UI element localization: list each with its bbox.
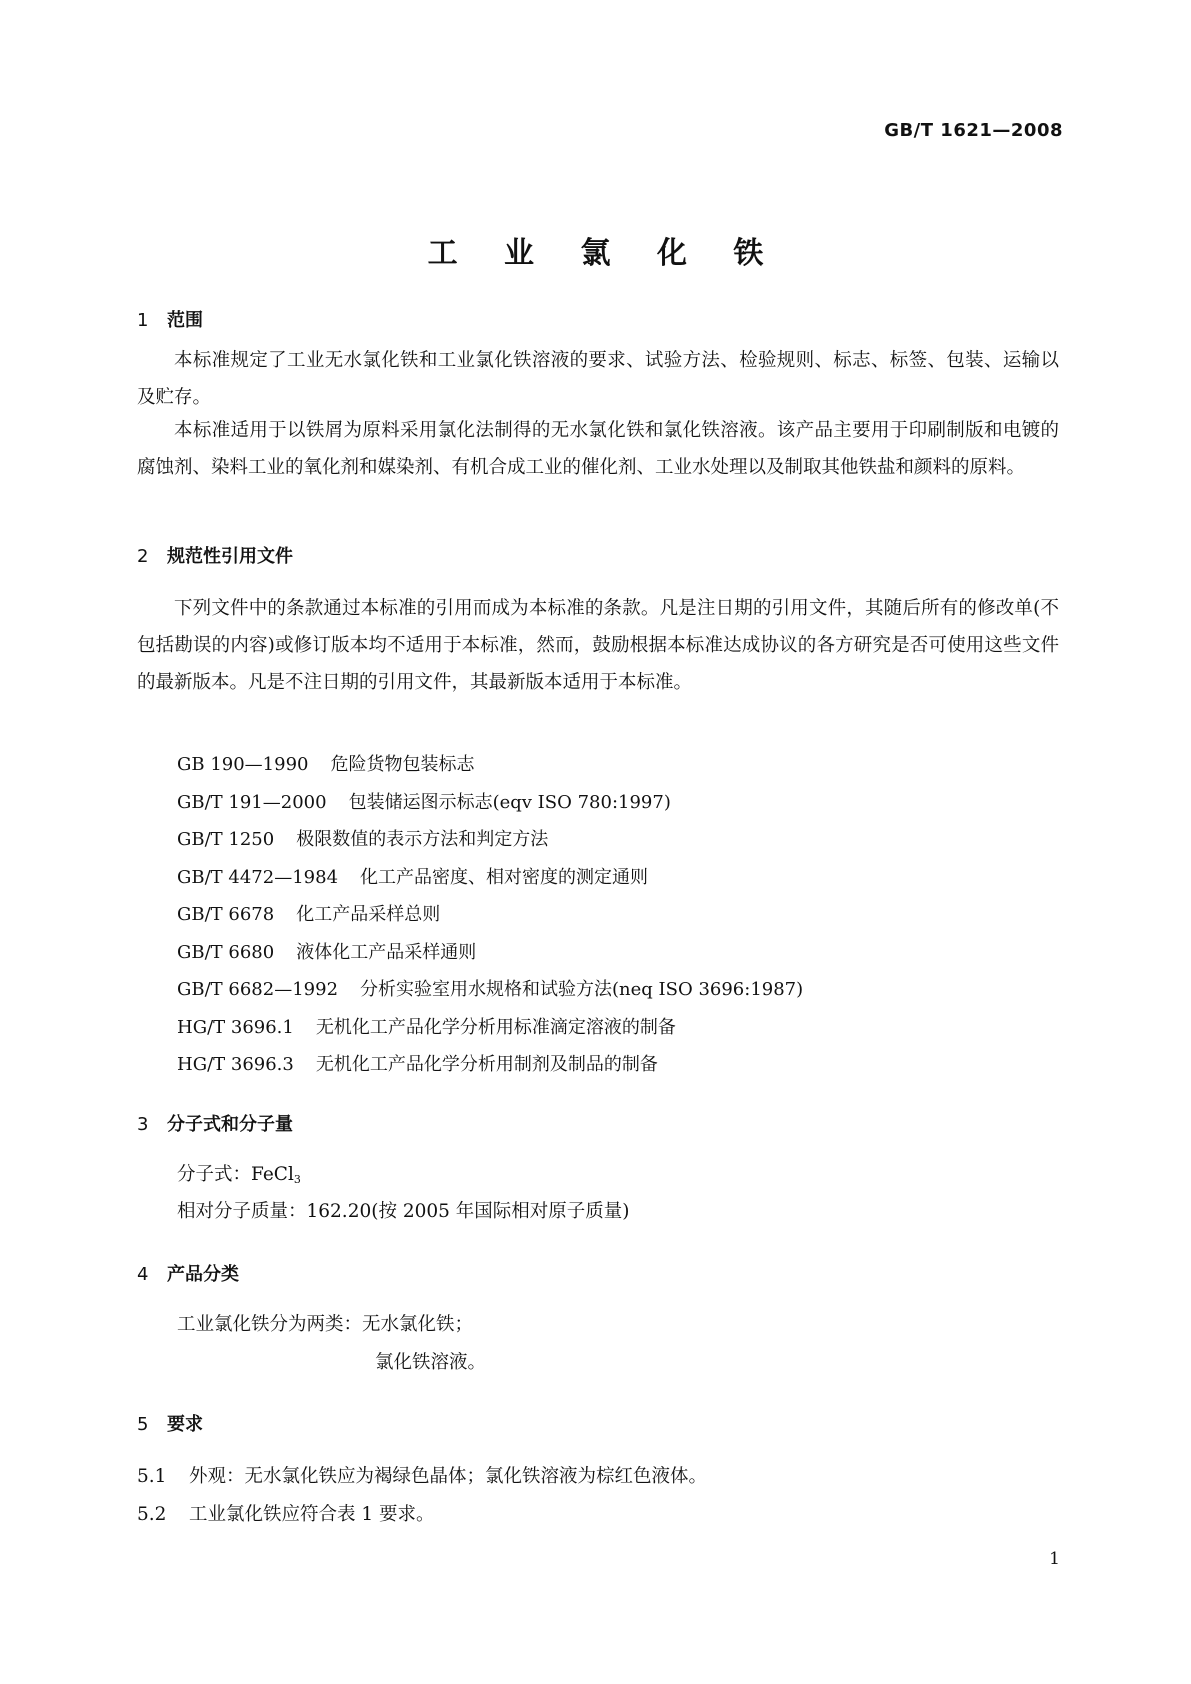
reference-code: GB/T 6680 (177, 941, 275, 963)
section-number: 2 (137, 546, 149, 567)
formula-main: FeCl (251, 1164, 294, 1185)
reference-title: 分析实验室用水规格和试验方法(neq ISO 3696:1987) (360, 979, 804, 1000)
reference-item (177, 1046, 803, 1084)
classification-line-1: 工业氯化铁分为两类：无水氯化铁； (177, 1314, 474, 1335)
section-title: 产品分类 (167, 1264, 239, 1285)
reference-title: 包装储运图示标志(eqv ISO 780:1997) (348, 791, 671, 813)
references-intro-paragraph: 下列文件中的条款通过本标准的引用而成为本标准的条款。凡是注日期的引用文件，其随后所有的修改单(不包括勘误的内容)或修订版本均不适用于本标准，然而，鼓励根据本标准达成协议的各方研究是否可使用这些文件的最新版本。凡是不注日期的引用文件，其最新版本适用于本标准。 (137, 598, 1059, 693)
reference-item (177, 746, 803, 784)
reference-code: GB/T 191—2000 (177, 791, 327, 813)
molecular-formula (177, 1160, 301, 1186)
clause-text: 外观：无水氯化铁应为褐绿色晶体；氯化铁溶液为棕红色液体。 (189, 1466, 708, 1487)
page-number: 1 (1049, 1549, 1060, 1569)
document-title: 工 业 氯 化 铁 (427, 236, 782, 271)
reference-item (177, 821, 803, 859)
section-title: 规范性引用文件 (167, 546, 293, 567)
section-heading-classification (137, 1260, 239, 1286)
reference-item (177, 934, 803, 972)
reference-code: GB/T 1250 (177, 829, 275, 850)
reference-code: HG/T 3696.3 (177, 1054, 294, 1075)
reference-title: 液体化工产品采样通则 (296, 941, 477, 963)
reference-title: 化工产品采样总则 (296, 904, 441, 925)
section-title: 要求 (167, 1414, 203, 1435)
reference-code: GB/T 6682—1992 (177, 979, 339, 1000)
clause-5-1 (137, 1462, 707, 1488)
reference-item (177, 859, 803, 897)
reference-list (177, 746, 803, 1084)
section-number: 5 (137, 1414, 149, 1435)
reference-code: HG/T 3696.1 (177, 1016, 294, 1038)
section-heading-requirements (137, 1410, 203, 1436)
reference-item (177, 1009, 803, 1047)
section-number: 3 (137, 1114, 149, 1135)
reference-title: 极限数值的表示方法和判定方法 (296, 829, 549, 850)
formula-label: 分子式： (177, 1164, 252, 1185)
section-title: 范围 (167, 310, 203, 331)
reference-code: GB 190—1990 (177, 754, 309, 775)
clause-5-2 (137, 1500, 435, 1526)
clause-number: 5.1 (137, 1466, 167, 1487)
reference-item (177, 784, 803, 822)
clause-number: 5.2 (137, 1504, 167, 1525)
reference-title: 化工产品密度、相对密度的测定通则 (360, 866, 649, 888)
reference-code: GB/T 6678 (177, 904, 275, 925)
scope-paragraph-1: 本标准规定了工业无水氯化铁和工业氯化铁溶液的要求、试验方法、检验规则、标志、标签、包装、运输以及贮存。 (137, 350, 1059, 408)
section-heading-normative-references (137, 542, 293, 568)
clause-text: 工业氯化铁应符合表 1 要求。 (189, 1504, 435, 1525)
reference-title: 危险货物包装标志 (330, 754, 475, 775)
section-heading-formula (137, 1110, 293, 1136)
reference-code: GB/T 4472—1984 (177, 866, 339, 888)
molar-mass: 相对分子质量：162.20(按 2005 年国际相对原子质量) (177, 1201, 630, 1222)
scope-paragraph-2: 本标准适用于以铁屑为原料采用氯化法制得的无水氯化铁和氯化铁溶液。该产品主要用于印刷制版和电镀的腐蚀剂、染料工业的氧化剂和媒染剂、有机合成工业的催化剂、工业水处理以及制取其他铁盐和颜料的原料。 (137, 420, 1059, 478)
classification-line-2: 氯化铁溶液。 (375, 1352, 487, 1373)
standard-number: GB/T 1621—2008 (884, 120, 1063, 141)
section-number: 4 (137, 1264, 149, 1285)
reference-title: 无机化工产品化学分析用标准滴定溶液的制备 (315, 1016, 676, 1038)
reference-title: 无机化工产品化学分析用制剂及制品的制备 (315, 1054, 658, 1075)
section-heading-scope (137, 306, 203, 332)
formula-subscript: 3 (293, 1173, 301, 1186)
section-title: 分子式和分子量 (167, 1114, 293, 1135)
reference-item (177, 896, 803, 934)
reference-item (177, 971, 803, 1009)
section-number: 1 (137, 310, 149, 331)
